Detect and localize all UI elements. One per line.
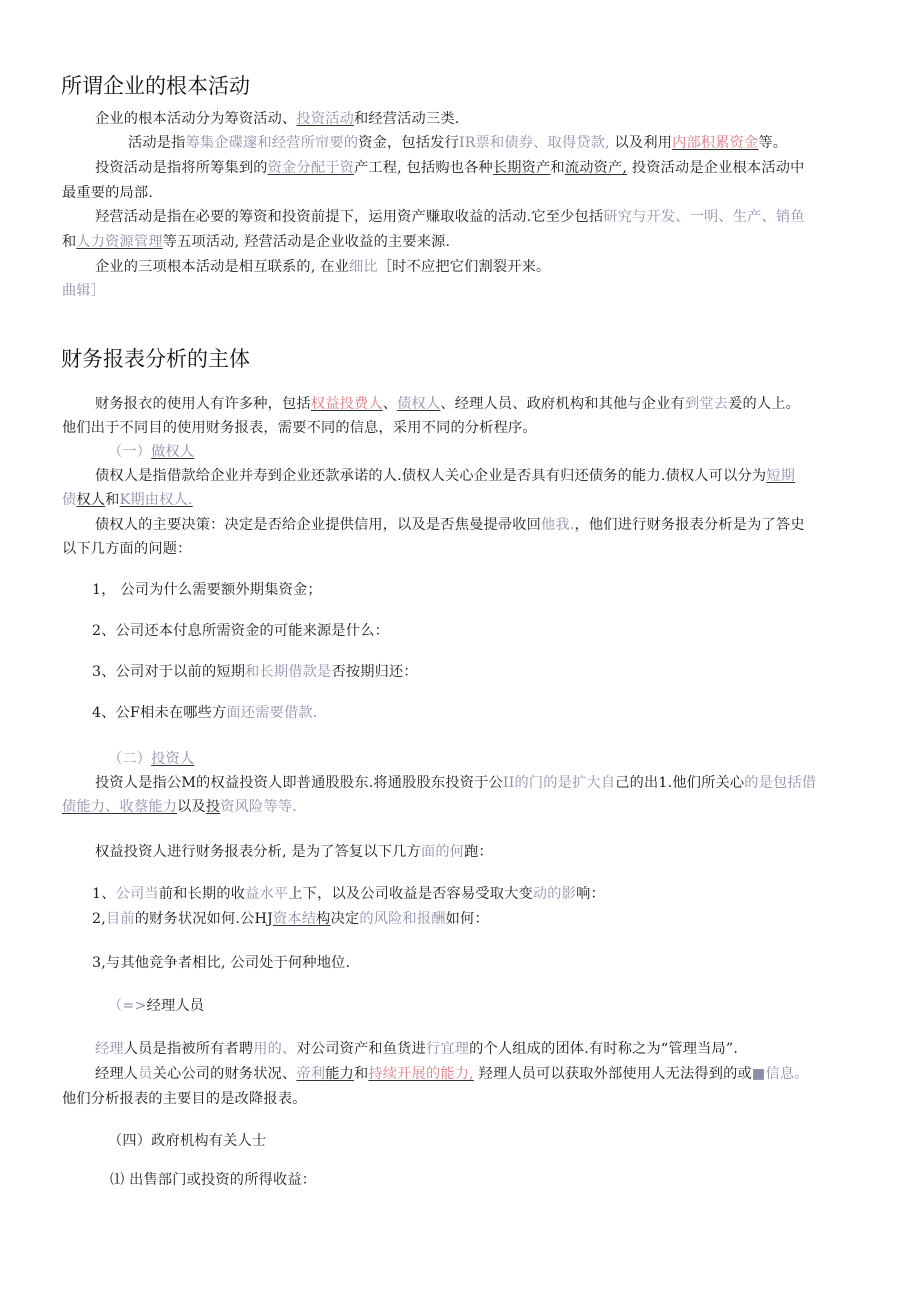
text-run: （二）: [108, 751, 152, 767]
paragraph-line: 以下几方面的问题：: [62, 541, 192, 557]
paragraph-line: [62, 490, 193, 510]
text-run: 爰的人上。: [728, 396, 801, 412]
text-run: 投资人是指公: [95, 775, 182, 791]
paragraph-line: [95, 158, 805, 178]
list-item: 1， 公司为什么需要额外期集资金；: [92, 582, 322, 598]
text-run: 前和长期的收: [158, 886, 246, 902]
text-run: 短期: [766, 468, 796, 484]
text-run: 、经理人员、政府机构和其他与企业有: [440, 396, 685, 412]
list-item: 3,与其他竞争者相比, 公司处于何种地位.: [92, 955, 351, 971]
paragraph-line: [95, 207, 805, 227]
text-run: 活动是指: [128, 135, 186, 151]
list-item: [92, 909, 489, 929]
text-run: 经理: [95, 1041, 124, 1057]
text-run: 债权人是指借款给企业并寿到企业还款承诺的人.债权人关心企业是否具有归还债务的能力.债权人可以分为: [95, 468, 767, 484]
text-run: 长期资产: [492, 160, 551, 176]
text-run: 流动资产,: [564, 160, 628, 176]
paragraph-line: [95, 842, 493, 862]
text-run: 4、公: [92, 705, 131, 721]
text-run: 和: [62, 234, 77, 250]
section-title-analysis-subjects: 财务报表分析的主体: [61, 347, 250, 371]
text-run: 投资活动是企业根本活动中: [627, 160, 805, 176]
text-run: 投资活动是指将所筹集到的: [95, 160, 268, 176]
text-run: 如何：: [445, 911, 489, 927]
text-run: II的门的是扩大自: [502, 775, 616, 791]
text-run: 资风险等等.: [220, 799, 297, 815]
text-run: 决定: [330, 911, 360, 927]
text-run: 细比: [349, 259, 378, 275]
text-run: 企业的三项根本活动是相互联系的, 在业: [95, 259, 350, 275]
text-run: 等五项活动, 羟营活动是企业收益的主要来源.: [162, 234, 451, 250]
paragraph-line: [62, 797, 297, 817]
paragraph-line: [95, 394, 800, 414]
text-run: 经理人员: [146, 998, 205, 1014]
text-run: 公司当: [115, 886, 159, 902]
text-run: 投: [205, 799, 221, 815]
text-run: 权益投资人进行财务报表分析, 是为了答复以下几方: [95, 844, 421, 860]
paragraph-line: [95, 257, 550, 277]
text-run: 和: [105, 492, 120, 508]
text-run: 跑：: [464, 844, 493, 860]
text-run: 资金，包括发行: [358, 135, 459, 151]
text-run: 到堂去: [684, 396, 729, 412]
text-run: 做权人: [151, 444, 195, 460]
text-run: 的个人组成的团体.有时称之为“管理当局”.: [469, 1041, 739, 1057]
text-run: 财务报衣的使用人有许多种，包括: [95, 396, 311, 412]
paragraph-line: [95, 515, 805, 535]
text-run: 企业的根本活动分为筹资活动、: [95, 111, 297, 127]
text-run: 人员是指被所有者聘: [123, 1041, 254, 1057]
text-run: 债: [62, 492, 77, 508]
paragraph-line: 他们出于不同目的使用财务报表，需要不同的信息，采用不同的分析程序。: [62, 420, 537, 436]
subsection-heading-government: （四）政府机构有关人士: [108, 1133, 267, 1149]
text-run: 和: [550, 160, 565, 176]
subsection-heading-creditors: [108, 442, 194, 462]
text-run: 内部积累资金: [672, 135, 759, 151]
subsection-heading-investors: [108, 749, 194, 769]
text-run: 持续开展的能力,: [368, 1066, 474, 1082]
paragraph-line: [95, 1064, 809, 1084]
text-run: 的财务状况如何.公HJ: [134, 911, 273, 927]
paragraph-line: [95, 773, 816, 793]
text-run: ，他们进行财务报表分析是为了答史: [574, 517, 805, 533]
text-run: 上下，以及公司收益是否容易受取大变: [288, 886, 533, 902]
text-run: 等。: [758, 135, 788, 151]
text-run: 目前: [105, 911, 135, 927]
list-item: ⑴ 出售部门或投资的所得收益：: [110, 1172, 317, 1188]
text-run: 否按期归还：: [331, 664, 418, 680]
paragraph-line: [95, 466, 795, 486]
paragraph-line: [95, 1039, 738, 1059]
text-run: （一）: [108, 444, 152, 460]
text-run: 能力: [325, 1066, 355, 1082]
text-run: 员: [138, 1066, 153, 1082]
text-run: 经理人: [95, 1066, 139, 1082]
edit-link[interactable]: 曲辑］: [62, 283, 106, 299]
paragraph-line: 他们分析报表的主要目的是改降报表。: [62, 1091, 307, 1107]
list-item: [92, 662, 418, 682]
subsection-heading-managers: [108, 996, 204, 1016]
text-run: 权人: [76, 492, 106, 508]
text-run: 债权人的主要决策：决定是否给企业提供信用，以及是否焦曼提帚收回: [95, 517, 542, 533]
text-run: 投资活动: [296, 111, 354, 127]
paragraph-line: [62, 232, 450, 252]
text-run: 用的、: [253, 1041, 297, 1057]
text-run: 己的出1.他们所关心: [615, 775, 745, 791]
text-run: 以及利用: [609, 135, 673, 151]
text-run: M的权益投资人即普通股股东.将通股股东投资于公: [181, 775, 503, 791]
text-run: 筹集企碟邃和经营所帘要的: [185, 135, 359, 151]
paragraph-line: 最重要的局部.: [62, 185, 154, 201]
text-run: 行宜理: [425, 1041, 470, 1057]
text-run: 以及: [177, 799, 206, 815]
text-run: 羟营活动是指在必要的筹资和投资前提下，运用资产赚取收益的活动.它至少包括: [95, 209, 604, 225]
text-run: 1、: [92, 886, 116, 902]
text-run: 资本结: [273, 911, 317, 927]
text-run: 投资人: [151, 751, 195, 767]
text-run: 债权人: [397, 396, 441, 412]
list-item: 2、公司还本付息所需资金的可能来源是什么：: [92, 623, 389, 639]
text-run: ■信息。: [751, 1066, 809, 1082]
text-run: IR票和债券、取得贷款,: [458, 135, 610, 151]
text-run: 对公司资产和鱼货进: [296, 1041, 426, 1057]
text-run: 面的何: [420, 844, 465, 860]
text-run: 2,: [92, 911, 106, 927]
text-run: （=>: [108, 998, 147, 1014]
text-run: 动的影: [532, 886, 577, 902]
list-item: [92, 703, 317, 723]
text-run: 构: [316, 911, 331, 927]
text-run: 羟理人员可以获取外部使用人无法得到的或: [473, 1066, 752, 1082]
text-run: 他我.: [541, 517, 575, 533]
text-run: 括借: [787, 775, 817, 791]
text-run: 和经营活动三类.: [354, 111, 460, 127]
text-run: 帝利: [296, 1066, 326, 1082]
text-run: 和: [354, 1066, 369, 1082]
text-run: 债能力、收蔡能力: [62, 799, 178, 815]
text-run: 资金分配于资: [267, 160, 354, 176]
text-run: 的风险和报酬: [359, 911, 446, 927]
text-run: 益水平: [245, 886, 289, 902]
text-run: 人力资源管理: [76, 234, 163, 250]
text-run: 研究与开发、一明、生产、销鱼: [603, 209, 805, 225]
paragraph-line: [95, 109, 459, 129]
text-run: 的是包: [744, 775, 788, 791]
paragraph-line: [128, 133, 787, 153]
text-run: 和长期借款是: [245, 664, 332, 680]
text-run: 面还需要借款.: [226, 705, 318, 721]
list-item: [92, 884, 605, 904]
text-run: 产工程, 包括购也各种: [353, 160, 493, 176]
text-run: 响：: [576, 886, 605, 902]
section-title-core-activities: 所谓企业的根本活动: [61, 74, 250, 98]
text-run: F相未在哪些方: [130, 705, 227, 721]
text-run: 关心公司的财务状况、: [152, 1066, 297, 1082]
text-run: 权益投费人: [310, 396, 383, 412]
text-run: K期由权人.: [119, 492, 193, 508]
text-run: 、: [382, 396, 398, 412]
text-run: 3、公司对于以前的短期: [92, 664, 246, 680]
text-run: ［时不应把它们割裂开来。: [377, 259, 551, 275]
